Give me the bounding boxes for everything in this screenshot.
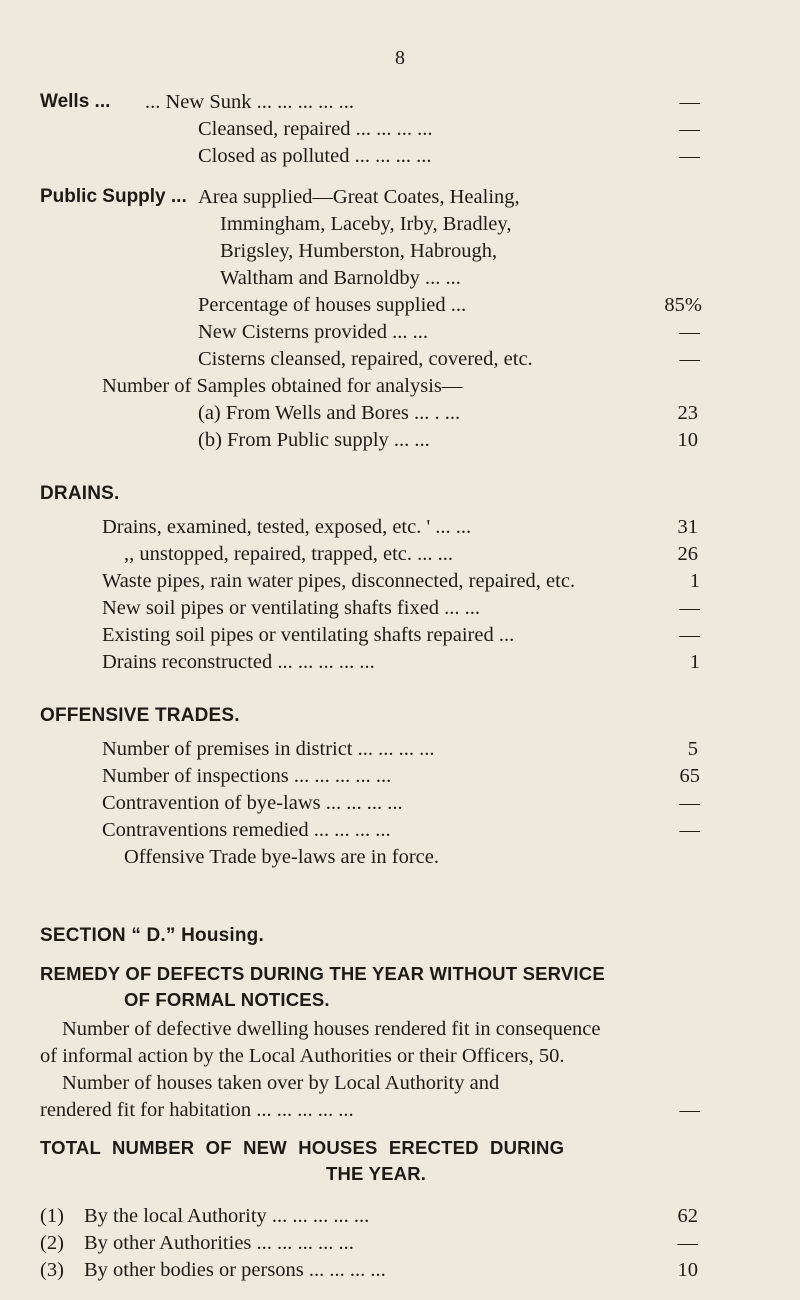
row-label: By the local Authority ... ... ... ... ... [84, 1205, 370, 1227]
row-label: Existing soil pipes or ventilating shafts repaired ... [102, 624, 515, 646]
row-label: By other Authorities ... ... ... ... ... [84, 1232, 354, 1254]
drains-row [102, 621, 700, 649]
row-label: Drains, examined, tested, exposed, etc. ' ... ... [102, 516, 472, 538]
row-value: 31 [677, 516, 698, 538]
row-value: — [679, 91, 700, 113]
row-label: Number of inspections ... ... ... ... ... [102, 765, 392, 787]
row-value: 26 [677, 543, 698, 565]
row-label: New soil pipes or ventilating shafts fixed ... ... [102, 597, 481, 619]
row-label: ... New Sunk ... ... ... ... ... [145, 91, 354, 113]
area-line: Immingham, Laceby, Irby, Bradley, [220, 213, 512, 235]
sample-row [198, 426, 698, 454]
trades-row [102, 816, 700, 844]
row-value: 23 [677, 402, 698, 424]
row-value: 1 [689, 570, 700, 592]
row-label: Cleansed, repaired ... ... ... ... [198, 118, 433, 140]
row-value: — [677, 1232, 698, 1254]
wells-row [145, 88, 700, 116]
trades-row [102, 735, 698, 763]
houses-taken-over-row [40, 1096, 700, 1124]
defective-houses-text: Number of defective dwelling houses rendered fit in consequence [62, 1018, 601, 1040]
row-value: 85% [664, 294, 702, 316]
row-value: 62 [677, 1205, 698, 1227]
erected-item [40, 1202, 698, 1230]
area-line: Area supplied—Great Coates, Healing, [198, 186, 520, 208]
row-label: (b) From Public supply ... ... [198, 429, 430, 451]
item-number: (1) [40, 1205, 64, 1227]
row-value: 10 [677, 429, 698, 451]
supply-row [198, 345, 700, 373]
trades-note: Offensive Trade bye-laws are in force. [124, 846, 439, 868]
row-value: — [679, 624, 700, 646]
wells-label: Wells ... [40, 91, 111, 112]
row-label: Number of premises in district ... ... ... ... [102, 738, 435, 760]
erected-item [40, 1229, 698, 1257]
supply-row [198, 318, 700, 346]
row-value: 5 [687, 738, 698, 760]
row-value: — [679, 321, 700, 343]
page-number: 8 [395, 47, 405, 69]
item-number: (3) [40, 1259, 64, 1281]
defective-houses-text: of informal action by the Local Authorities or their Officers, 50. [40, 1045, 565, 1067]
row-value: 1 [689, 651, 700, 673]
row-value: — [679, 1099, 700, 1121]
public-supply-label: Public Supply ... [40, 186, 187, 207]
total-houses-heading: TOTAL NUMBER OF NEW HOUSES ERECTED DURING [40, 1137, 565, 1158]
row-label: By other bodies or persons ... ... ... ... [84, 1259, 386, 1281]
row-label: ,, unstopped, repaired, trapped, etc. ... ... [124, 543, 454, 565]
total-houses-heading-cont: THE YEAR. [326, 1163, 427, 1184]
trades-row [102, 762, 700, 790]
drains-heading: DRAINS. [40, 483, 120, 504]
row-value: — [679, 145, 700, 167]
row-label: Drains reconstructed ... ... ... ... ... [102, 651, 375, 673]
wells-row [198, 142, 700, 170]
remedy-heading-cont: OF FORMAL NOTICES. [124, 989, 330, 1010]
drains-row [102, 567, 700, 595]
drains-row [102, 648, 700, 676]
samples-heading: Number of Samples obtained for analysis— [102, 375, 463, 397]
row-value: 10 [677, 1259, 698, 1281]
row-value: — [679, 792, 700, 814]
erected-item [40, 1256, 698, 1284]
houses-taken-over-text: Number of houses taken over by Local Authority and [62, 1072, 500, 1094]
row-value: — [679, 597, 700, 619]
trades-row [102, 789, 700, 817]
row-label: Contravention of bye-laws ... ... ... ... [102, 792, 403, 814]
row-label: New Cisterns provided ... ... [198, 321, 429, 343]
row-label: Cisterns cleansed, repaired, covered, etc. [198, 348, 533, 370]
row-value: 65 [679, 765, 700, 787]
row-label: Contraventions remedied ... ... ... ... [102, 819, 391, 841]
remedy-heading: REMEDY OF DEFECTS DURING THE YEAR WITHOUT SERVICE [40, 963, 605, 984]
sample-row [198, 399, 698, 427]
row-label: Closed as polluted ... ... ... ... [198, 145, 432, 167]
row-label: Percentage of houses supplied ... [198, 294, 467, 316]
drains-row [102, 513, 698, 541]
row-value: — [679, 348, 700, 370]
row-label: Waste pipes, rain water pipes, disconnected, repaired, etc. [102, 570, 576, 592]
row-value: — [679, 118, 700, 140]
drains-row [124, 540, 698, 568]
supply-row [198, 291, 702, 319]
row-value: — [679, 819, 700, 841]
area-line: Waltham and Barnoldby ... ... [220, 267, 461, 289]
item-number: (2) [40, 1232, 64, 1254]
section-d-heading: SECTION “ D.” Housing. [40, 925, 264, 946]
wells-row [198, 115, 700, 143]
row-label: rendered fit for habitation ... ... ... ... ... [40, 1099, 354, 1121]
offensive-trades-heading: OFFENSIVE TRADES. [40, 705, 240, 726]
drains-row [102, 594, 700, 622]
row-label: (a) From Wells and Bores ... . ... [198, 402, 461, 424]
area-line: Brigsley, Humberston, Habrough, [220, 240, 498, 262]
